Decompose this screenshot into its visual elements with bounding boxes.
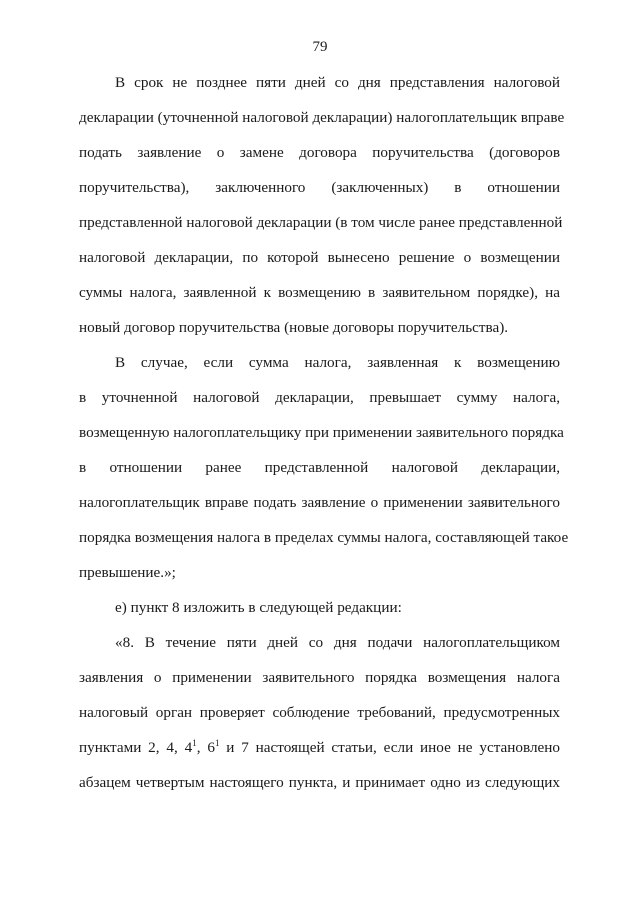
text-fragment: пунктами 2, 4, 4 xyxy=(79,739,193,756)
text-line: абзацем четвертым настоящего пункта, и принимает одно из следующих xyxy=(79,774,560,791)
text-line: В срок не позднее пяти дней со дня представления налоговой xyxy=(115,74,560,91)
text-line: е) пункт 8 изложить в следующей редакции: xyxy=(115,599,402,616)
text-line: подать заявление о замене договора поручительства (договоров xyxy=(79,144,560,161)
text-line: заявления о применении заявительного порядка возмещения налога xyxy=(79,669,560,686)
text-line: превышение.»; xyxy=(79,564,176,581)
text-line: порядка возмещения налога в пределах суммы налога, составляющей такое xyxy=(79,529,569,546)
text-line: представленной налоговой декларации (в том числе ранее представленной xyxy=(79,214,563,231)
text-fragment: и 7 настоящей статьи, если иное не установлено xyxy=(219,739,560,756)
text-line: «8. В течение пяти дней со дня подачи налогоплательщиком xyxy=(115,634,560,651)
text-line: новый договор поручительства (новые договоры поручительства). xyxy=(79,319,509,336)
superscript: 1 xyxy=(214,738,220,748)
text-line: налоговой декларации, по которой вынесено решение о возмещении xyxy=(79,249,560,266)
text-line: в уточненной налоговой декларации, превышает сумму налога, xyxy=(79,389,560,406)
text-line: суммы налога, заявленной к возмещению в заявительном порядке), на xyxy=(79,284,560,301)
text-line: налоговый орган проверяет соблюдение требований, предусмотренных xyxy=(79,704,560,721)
superscript: 1 xyxy=(192,738,197,748)
text-fragment: , 6 xyxy=(196,739,215,756)
text-line: возмещенную налогоплательщику при применении заявительного порядка xyxy=(79,424,564,441)
text-line: налогоплательщик вправе подать заявление о применении заявительного xyxy=(79,494,560,511)
text-line: поручительства), заключенного (заключенных) в отношении xyxy=(79,179,560,196)
text-line-with-superscripts xyxy=(79,738,560,758)
page-number: 79 xyxy=(312,39,328,55)
text-line: в отношении ранее представленной налоговой декларации, xyxy=(79,459,560,476)
text-line: В случае, если сумма налога, заявленная к возмещению xyxy=(115,354,560,371)
text-line: декларации (уточненной налоговой декларации) налогоплательщик вправе xyxy=(79,109,565,126)
